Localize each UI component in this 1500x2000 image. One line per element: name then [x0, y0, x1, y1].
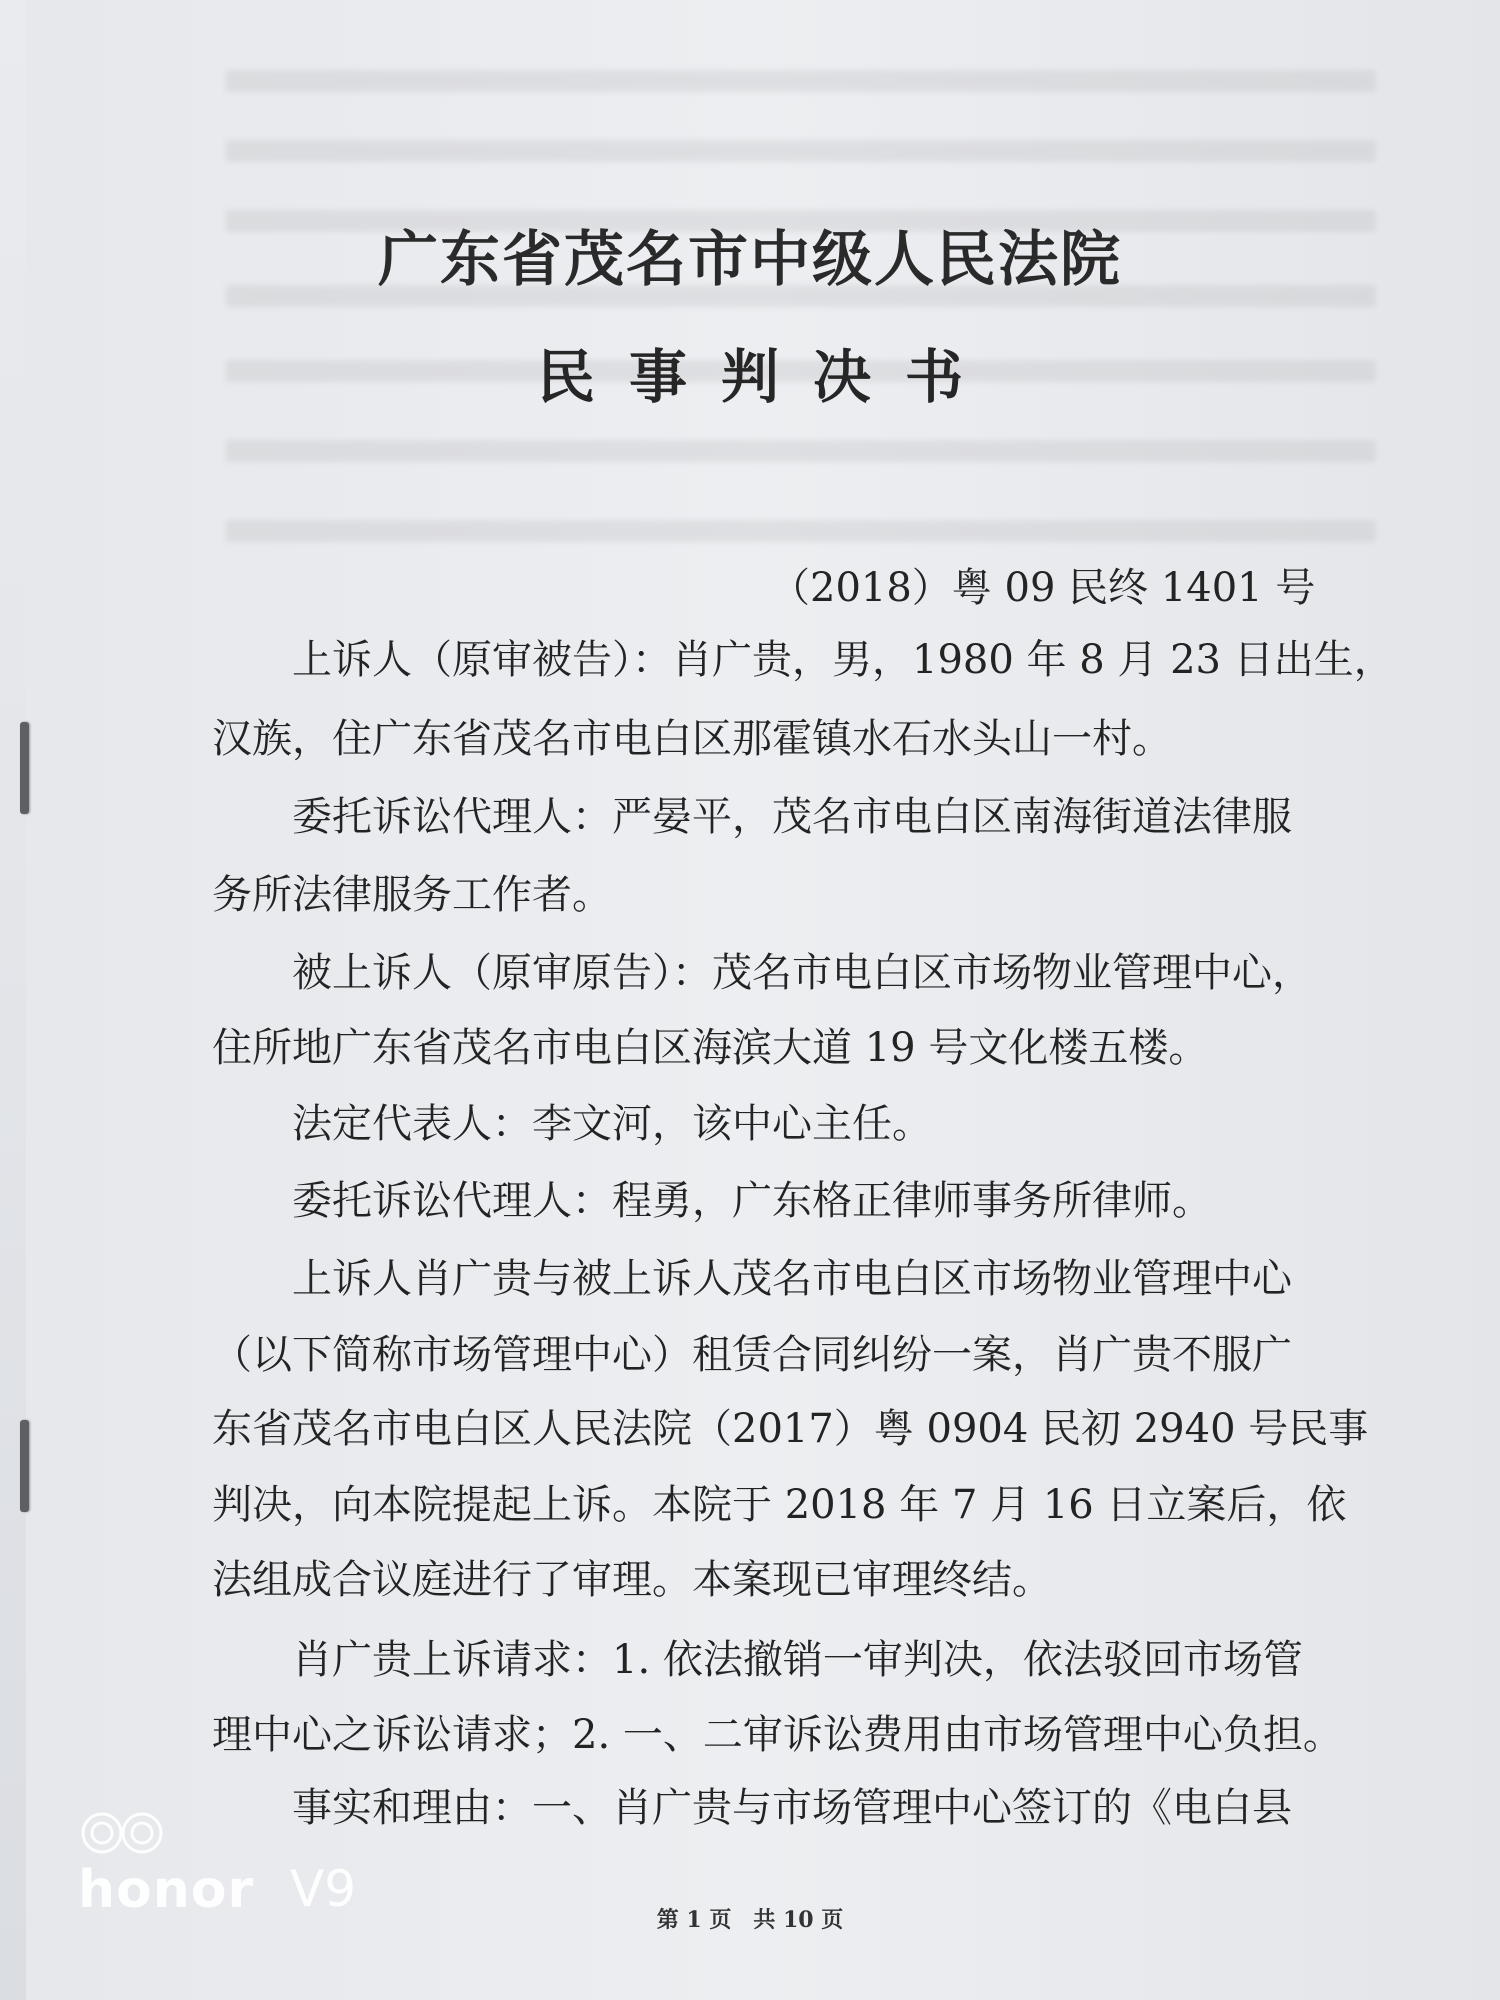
body-line: 肖广贵上诉请求：1. 依法撤销一审判决，依法驳回市场管	[212, 1637, 1303, 1683]
body-line: 上诉人肖广贵与被上诉人茂名市电白区市场物业管理中心	[212, 1256, 1292, 1302]
watermark-brand: honor	[78, 1860, 255, 1920]
page-indicator: 第 1 页 共 10 页	[656, 1907, 844, 1933]
body-line: 汉族，住广东省茂名市电白区那霍镇水石水头山一村。	[212, 716, 1172, 762]
body-line: 理中心之诉讼请求；2. 一、二审诉讼费用由市场管理中心负担。	[212, 1712, 1343, 1758]
body-line: 务所法律服务工作者。	[212, 872, 612, 918]
document-page	[26, 0, 1500, 2000]
camera-lens-icon	[80, 1810, 180, 1856]
body-line: 判决，向本院提起上诉。本院于 2018 年 7 月 16 日立案后，依	[212, 1482, 1347, 1528]
body-line: 委托诉讼代理人：程勇，广东格正律师事务所律师。	[212, 1178, 1212, 1224]
watermark-model: V9	[290, 1860, 357, 1918]
staple	[20, 1420, 29, 1512]
staple	[20, 722, 29, 814]
body-line: 委托诉讼代理人：严晏平，茂名市电白区南海街道法律服	[212, 794, 1292, 840]
case-number: （2018）粤 09 民终 1401 号	[770, 565, 1316, 611]
body-line: 法组成合议庭进行了审理。本案现已审理终结。	[212, 1557, 1052, 1603]
body-line: 东省茂名市电白区人民法院（2017）粤 0904 民初 2940 号民事	[212, 1406, 1369, 1452]
body-line: 被上诉人（原审原告）：茂名市电白区市场物业管理中心，	[212, 950, 1312, 996]
body-line: 法定代表人：李文河，该中心主任。	[212, 1101, 932, 1147]
court-name-heading: 广东省茂名市中级人民法院	[378, 225, 1122, 295]
body-line: 事实和理由：一、肖广贵与市场管理中心签订的《电白县	[212, 1785, 1292, 1831]
body-line: 住所地广东省茂名市电白区海滨大道 19 号文化楼五楼。	[212, 1025, 1209, 1071]
document-type-heading: 民事判决书	[536, 343, 997, 411]
body-line: （以下简称市场管理中心）租赁合同纠纷一案，肖广贵不服广	[212, 1332, 1292, 1378]
body-line: 上诉人（原审被告）：肖广贵，男，1980 年 8 月 23 日出生，	[212, 637, 1394, 683]
show-through-text	[26, 0, 1500, 640]
